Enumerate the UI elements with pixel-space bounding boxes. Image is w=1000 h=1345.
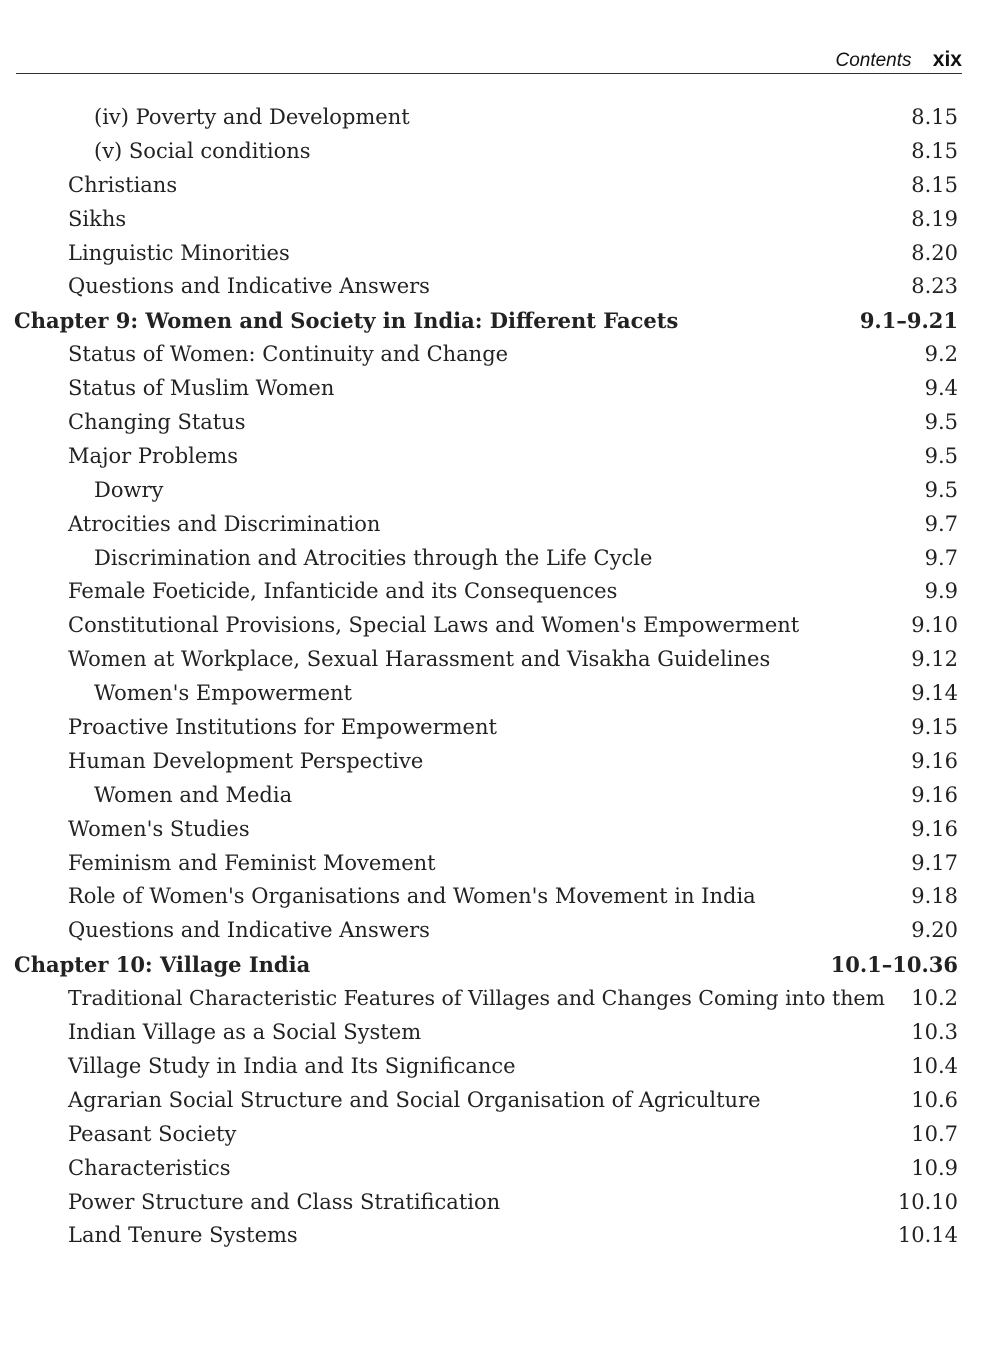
toc-entry xyxy=(0,101,1000,135)
toc-entry xyxy=(0,813,1000,847)
running-header xyxy=(835,48,962,72)
entry-page: 9.18 xyxy=(911,884,958,909)
entry-title: Status of Women: Continuity and Change xyxy=(68,342,509,367)
toc-entry xyxy=(0,169,1000,203)
toc-entry xyxy=(0,677,1000,711)
entry-page: 9.16 xyxy=(911,782,958,807)
entry-title: Human Development Perspective xyxy=(68,748,424,773)
toc-entry xyxy=(0,745,1000,779)
entry-title: Agrarian Social Structure and Social Organisation of Agriculture xyxy=(68,1087,761,1112)
entry-page: 9.10 xyxy=(911,613,958,638)
entry-page: 9.20 xyxy=(911,918,958,943)
entry-page: 9.9 xyxy=(924,579,958,604)
entry-page: 9.4 xyxy=(924,376,958,401)
table-of-contents xyxy=(0,101,1000,1253)
toc-entry xyxy=(0,643,1000,677)
toc-entry xyxy=(0,1050,1000,1084)
entry-title: Sikhs xyxy=(68,206,127,231)
toc-entry xyxy=(0,1084,1000,1118)
toc-entry xyxy=(0,237,1000,271)
entry-page: 10.10 xyxy=(897,1189,958,1214)
entry-title: Power Structure and Class Stratification xyxy=(68,1189,501,1214)
entry-page: 8.15 xyxy=(911,138,958,163)
entry-title: Female Foeticide, Infanticide and its Consequences xyxy=(68,579,618,604)
toc-entry xyxy=(0,406,1000,440)
entry-title: Women's Studies xyxy=(68,816,250,841)
entry-page: 9.5 xyxy=(924,410,958,435)
entry-page: 10.1–10.36 xyxy=(830,952,958,978)
entry-page: 10.4 xyxy=(911,1053,958,1078)
toc-entry xyxy=(0,1219,1000,1253)
header-rule xyxy=(16,73,962,74)
entry-page: 9.12 xyxy=(911,647,958,672)
entry-page: 9.15 xyxy=(911,715,958,740)
entry-title: (iv) Poverty and Development xyxy=(94,105,410,129)
entry-title: Dowry xyxy=(94,477,164,502)
entry-page: 10.14 xyxy=(897,1223,958,1248)
toc-entry xyxy=(0,270,1000,304)
toc-entry xyxy=(0,1016,1000,1050)
entry-page: 8.23 xyxy=(911,274,958,299)
toc-entry xyxy=(0,440,1000,474)
toc-entry xyxy=(0,609,1000,643)
toc-entry xyxy=(0,779,1000,813)
entry-title: Major Problems xyxy=(68,443,238,468)
entry-page: 9.16 xyxy=(911,816,958,841)
entry-page: 8.15 xyxy=(911,172,958,197)
entry-page: 9.2 xyxy=(924,342,958,367)
entry-title: Proactive Institutions for Empowerment xyxy=(68,715,497,740)
entry-title: Women's Empowerment xyxy=(94,681,352,706)
toc-entry xyxy=(0,847,1000,881)
entry-page: 9.5 xyxy=(924,477,958,502)
toc-entry xyxy=(0,1152,1000,1186)
entry-page: 9.17 xyxy=(911,850,958,875)
entry-title: Status of Muslim Women xyxy=(68,376,335,401)
toc-entry xyxy=(0,474,1000,508)
entry-title: Changing Status xyxy=(68,410,246,435)
entry-title: Women and Media xyxy=(94,782,293,807)
entry-title: Village Study in India and Its Significance xyxy=(68,1053,516,1078)
entry-title: Questions and Indicative Answers xyxy=(68,274,430,299)
entry-page: 9.7 xyxy=(924,545,958,570)
chapter-heading xyxy=(0,304,1000,338)
entry-page: 8.15 xyxy=(911,105,958,129)
toc-entry xyxy=(0,203,1000,237)
entry-title: Land Tenure Systems xyxy=(68,1223,298,1248)
entry-page: 8.20 xyxy=(911,240,958,265)
entry-title: Discrimination and Atrocities through the Life Cycle xyxy=(94,545,653,570)
entry-page: 10.7 xyxy=(911,1121,958,1146)
entry-page: 10.3 xyxy=(911,1020,958,1045)
entry-page: 9.16 xyxy=(911,748,958,773)
toc-entry xyxy=(0,914,1000,948)
toc-entry xyxy=(0,338,1000,372)
entry-title: Indian Village as a Social System xyxy=(68,1020,422,1045)
entry-title: Peasant Society xyxy=(68,1121,237,1146)
entry-title: Role of Women's Organisations and Women's Movement in India xyxy=(68,884,756,909)
entry-title: Women at Workplace, Sexual Harassment and Visakha Guidelines xyxy=(68,647,771,672)
entry-page: 10.9 xyxy=(911,1155,958,1180)
toc-entry xyxy=(0,711,1000,745)
chapter-heading xyxy=(0,948,1000,982)
toc-entry xyxy=(0,372,1000,406)
entry-title: Questions and Indicative Answers xyxy=(68,918,430,943)
toc-entry xyxy=(0,1186,1000,1220)
entry-page: 10.2 xyxy=(911,986,958,1011)
toc-entry xyxy=(0,542,1000,576)
toc-entry xyxy=(0,508,1000,542)
entry-page: 9.1–9.21 xyxy=(859,308,958,334)
toc-entry xyxy=(0,575,1000,609)
entry-title: Constitutional Provisions, Special Laws and Women's Empowerment xyxy=(68,613,800,638)
header-page-number: xix xyxy=(932,48,962,71)
entry-title: Atrocities and Discrimination xyxy=(68,511,381,536)
header-label: Contents xyxy=(835,50,912,71)
entry-title: Traditional Characteristic Features of Villages and Changes Coming into them xyxy=(68,986,885,1011)
entry-page: 10.6 xyxy=(911,1087,958,1112)
toc-entry xyxy=(0,135,1000,169)
entry-page: 9.5 xyxy=(924,443,958,468)
entry-title: Linguistic Minorities xyxy=(68,240,290,265)
entry-title: Chapter 9: Women and Society in India: Different Facets xyxy=(14,308,679,334)
entry-page: 9.7 xyxy=(924,511,958,536)
entry-title: (v) Social conditions xyxy=(94,138,311,163)
entry-title: Feminism and Feminist Movement xyxy=(68,850,436,875)
toc-entry xyxy=(0,880,1000,914)
toc-entry xyxy=(0,982,1000,1016)
entry-title: Characteristics xyxy=(68,1155,231,1180)
entry-title: Christians xyxy=(68,172,178,197)
entry-title: Chapter 10: Village India xyxy=(14,952,311,978)
entry-page: 9.14 xyxy=(911,681,958,706)
toc-entry xyxy=(0,1118,1000,1152)
entry-page: 8.19 xyxy=(911,206,958,231)
